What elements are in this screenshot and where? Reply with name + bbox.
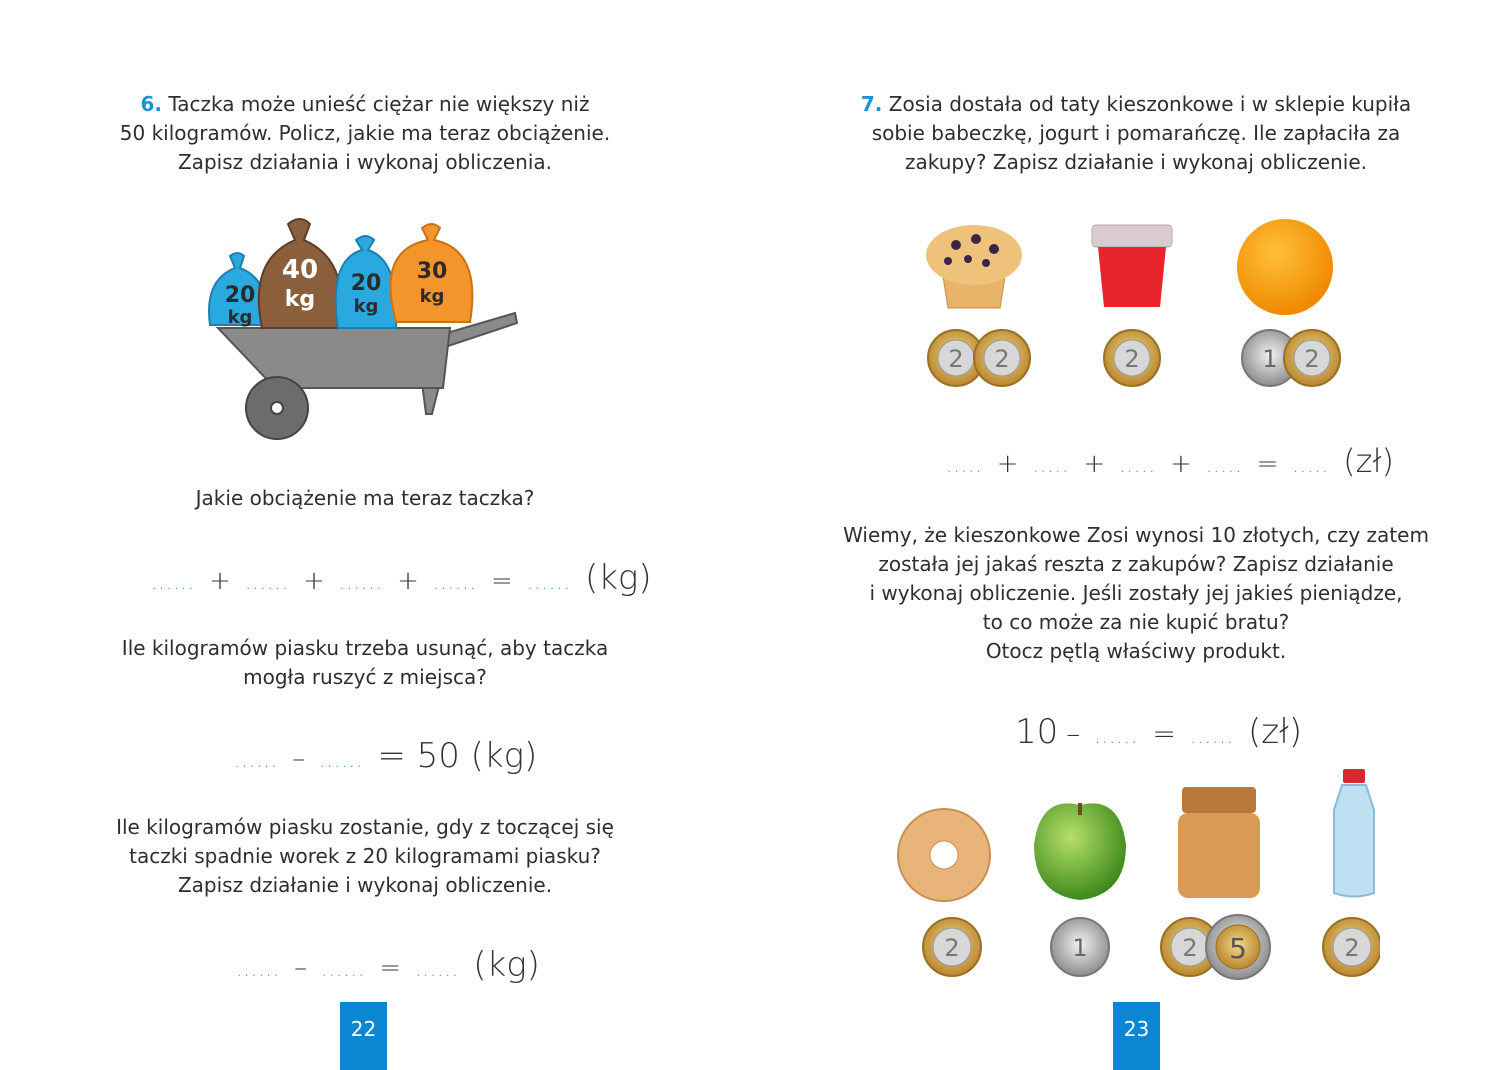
task-number: 6. xyxy=(140,92,163,116)
task-number: 7. xyxy=(860,92,883,116)
coin-5zl-icon xyxy=(1206,915,1270,979)
water-bottle-icon[interactable] xyxy=(1334,769,1374,897)
answer-blank[interactable]: ..... xyxy=(1032,453,1070,477)
yogurt-icon xyxy=(1092,225,1172,307)
wheelbarrow-illustration xyxy=(200,210,530,445)
answer-blank[interactable]: ...... xyxy=(338,570,384,594)
svg-text:2: 2 xyxy=(1124,345,1140,373)
svg-text:2: 2 xyxy=(948,345,964,373)
products-row xyxy=(920,215,1350,395)
equation-remaining-sand: ...... – ...... = ...... (kg) xyxy=(236,945,540,985)
svg-text:2: 2 xyxy=(1344,934,1360,962)
answer-blank[interactable]: ...... xyxy=(319,748,364,772)
bag-20kg-right xyxy=(336,236,397,328)
coin-2zl-icon xyxy=(974,330,1030,386)
page-number: 22 xyxy=(340,1002,387,1070)
answer-blank[interactable]: ...... xyxy=(321,957,366,981)
svg-text:2: 2 xyxy=(1182,934,1198,962)
donut-icon[interactable] xyxy=(898,809,990,901)
svg-text:kg: kg xyxy=(353,296,379,317)
task6-instruction: 6. Taczka może unieść ciężar nie większy niż 50 kilogramów. Policz, jakie ma teraz obciążenie. Zapisz działania i wykonaj obliczenia. xyxy=(119,92,611,174)
equation-total-cost: ..... + ..... + ..... + ..... = ..... (zł) xyxy=(946,442,1395,480)
answer-blank[interactable]: ...... xyxy=(234,748,279,772)
svg-text:20: 20 xyxy=(350,271,382,296)
equation-remove-sand: ...... – ...... = 50 (kg) xyxy=(234,736,538,776)
choice-products-row[interactable] xyxy=(890,765,1380,980)
bag-40kg xyxy=(259,219,342,328)
answer-blank[interactable]: ...... xyxy=(151,570,196,594)
svg-text:20: 20 xyxy=(224,283,256,308)
answer-blank[interactable]: ...... xyxy=(432,570,478,594)
coin-1zl-icon xyxy=(1051,918,1109,976)
answer-blank[interactable]: ..... xyxy=(946,453,983,477)
answer-blank[interactable]: ...... xyxy=(526,570,571,594)
peanut-butter-jar-icon[interactable] xyxy=(1178,787,1260,898)
bag-30kg xyxy=(390,224,472,322)
task7-instruction: 7. Zosia dostała od taty kieszonkowe i w sklepie kupiła sobie babeczkę, jogurt i pomarańczę. Ile zapłaciła za zakupy? Zapisz działanie i wykonaj obliczenie. xyxy=(860,92,1412,174)
page-number: 23 xyxy=(1113,1002,1160,1070)
answer-blank[interactable]: ..... xyxy=(1205,453,1243,477)
bag-20kg-left xyxy=(209,253,264,328)
coin-2zl-icon xyxy=(923,918,981,976)
equation-change: 10 – ...... = ...... (zł) xyxy=(1015,712,1303,752)
svg-text:kg: kg xyxy=(227,307,253,328)
question-bag-falls: Ile kilogramów piasku zostanie, gdy z toczącej się taczki spadnie worek z 20 kilogramami piasku? Zapisz działanie i wykonaj obliczenie. xyxy=(116,815,614,897)
svg-text:5: 5 xyxy=(1229,932,1247,965)
orange-icon xyxy=(1237,219,1333,315)
question-load: Jakie obciążenie ma teraz taczka? xyxy=(195,486,535,510)
svg-text:kg: kg xyxy=(284,287,316,312)
coin-2zl-icon xyxy=(1284,330,1340,386)
coin-2zl-icon xyxy=(1104,330,1160,386)
answer-blank[interactable]: ...... xyxy=(415,957,460,981)
answer-blank[interactable]: ...... xyxy=(244,570,290,594)
svg-text:1: 1 xyxy=(1072,934,1088,962)
svg-text:2: 2 xyxy=(944,934,960,962)
answer-blank[interactable]: ...... xyxy=(1189,724,1235,748)
svg-text:1: 1 xyxy=(1262,345,1278,373)
svg-text:kg: kg xyxy=(419,286,445,307)
answer-blank[interactable]: ..... xyxy=(1292,453,1330,477)
apple-icon[interactable] xyxy=(1034,803,1126,900)
coin-2zl-icon xyxy=(1323,918,1380,976)
answer-blank[interactable]: ..... xyxy=(1119,453,1156,477)
muffin-icon xyxy=(926,225,1022,308)
equation-total-load: ...... + ...... + ...... + ...... = ...... (kg) xyxy=(151,558,652,598)
svg-text:2: 2 xyxy=(1304,345,1320,373)
right-page xyxy=(750,0,1500,1070)
answer-blank[interactable]: ...... xyxy=(1094,724,1139,748)
svg-text:2: 2 xyxy=(994,345,1010,373)
question-remove-sand: Ile kilogramów piasku trzeba usunąć, aby taczka mogła ruszyć z miejsca? xyxy=(121,636,609,689)
svg-text:30: 30 xyxy=(416,259,448,284)
answer-blank[interactable]: ...... xyxy=(236,957,281,981)
svg-text:40: 40 xyxy=(281,255,319,285)
change-question: Wiemy, że kieszonkowe Zosi wynosi 10 złotych, czy zatem została jej jakaś reszta z zakupów? Zapisz działanie i wykonaj obliczenie. Jeśli zostały jej jakieś pieniądze, to co może za nie kupić bratu? Otocz pętlą właściwy produkt. xyxy=(843,523,1429,663)
